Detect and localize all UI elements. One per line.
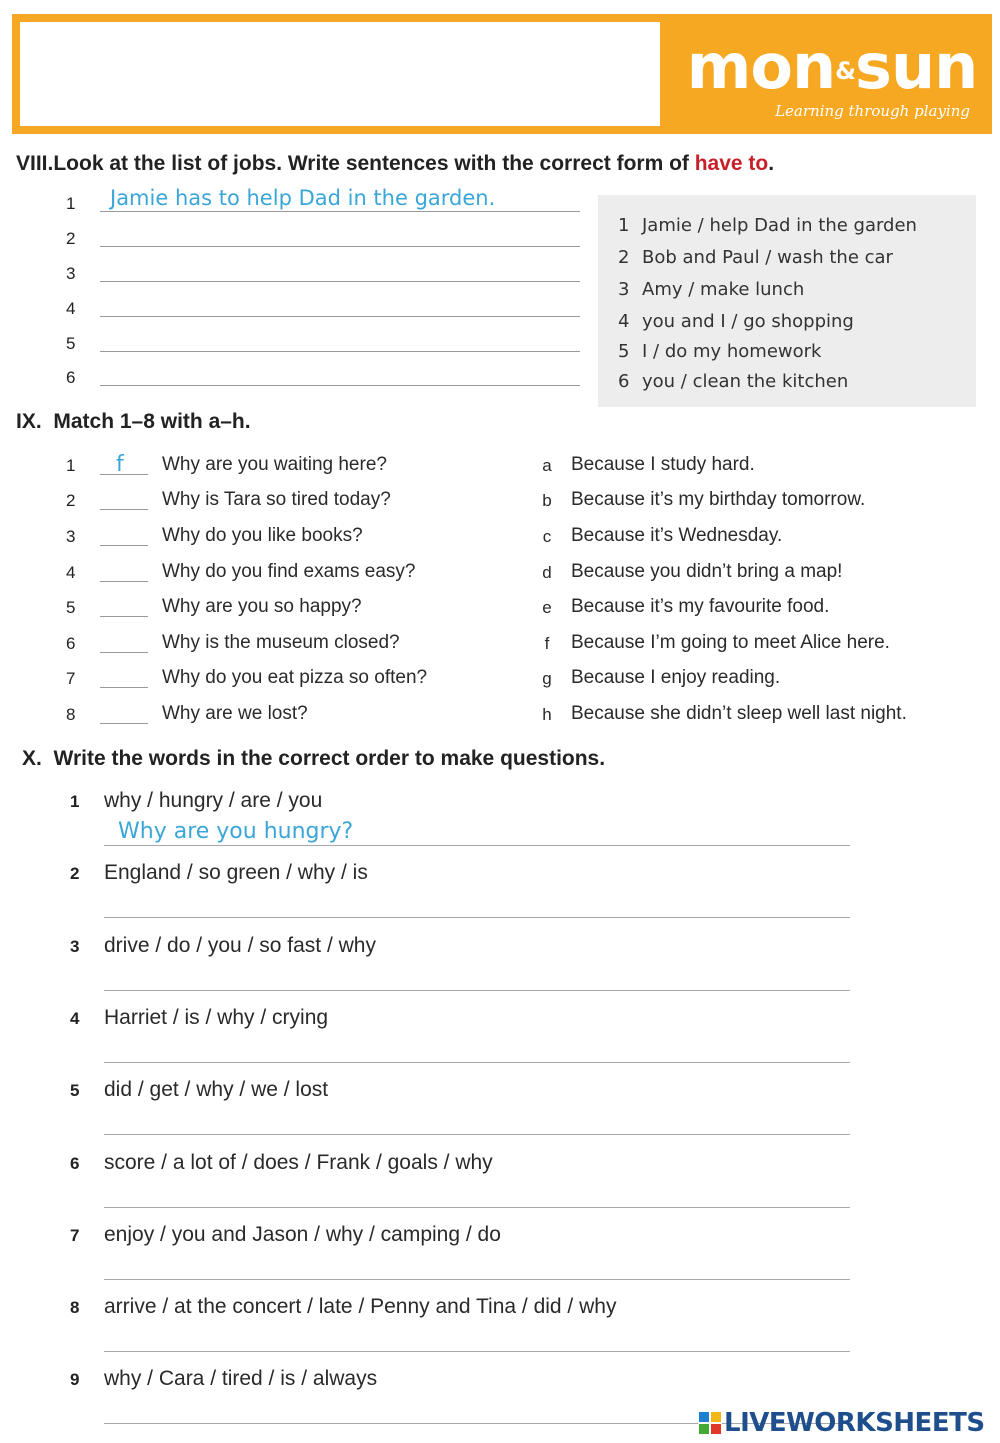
scrambled-words: why / Cara / tired / is / always bbox=[104, 1367, 378, 1390]
match-number: 2 bbox=[66, 491, 76, 510]
job-number: 6 bbox=[618, 371, 630, 392]
liveworksheets-brand: LIVEWORKSHEETS bbox=[698, 1408, 985, 1438]
sentence-answer[interactable]: Jamie has to help Dad in the garden. bbox=[110, 186, 496, 210]
match-question: Why are we lost? bbox=[162, 703, 308, 724]
section-10-title: X. Write the words in the correct order to make questions. bbox=[22, 747, 606, 770]
title-area bbox=[20, 22, 660, 126]
option-letter: e bbox=[542, 598, 552, 617]
question-answer[interactable]: Why are you hungry? bbox=[118, 819, 354, 844]
scrambled-words: did / get / why / we / lost bbox=[104, 1078, 329, 1101]
logo-wordmark: mon&sun bbox=[686, 30, 978, 103]
scrambled-words: score / a lot of / does / Frank / goals / why bbox=[104, 1151, 493, 1174]
question-number: 8 bbox=[70, 1298, 80, 1317]
match-answer-blank[interactable] bbox=[100, 474, 148, 475]
sentence-answer-line[interactable] bbox=[100, 351, 580, 352]
match-question: Why is the museum closed? bbox=[162, 632, 400, 653]
scrambled-words: enjoy / you and Jason / why / camping / do bbox=[104, 1223, 501, 1246]
sentence-answer-line[interactable] bbox=[100, 281, 580, 282]
question-answer-line[interactable] bbox=[104, 1207, 850, 1208]
job-item bbox=[618, 311, 854, 332]
match-number: 6 bbox=[66, 634, 76, 653]
job-item bbox=[618, 215, 917, 236]
job-item bbox=[618, 371, 848, 392]
match-question: Why do you like books? bbox=[162, 525, 363, 546]
match-answer-blank[interactable] bbox=[100, 545, 148, 546]
scrambled-words: England / so green / why / is bbox=[104, 861, 368, 884]
question-answer-line[interactable] bbox=[104, 1279, 850, 1280]
job-item bbox=[618, 341, 821, 362]
option-letter: c bbox=[542, 527, 552, 546]
question-number: 2 bbox=[70, 864, 80, 883]
job-text: Jamie / help Dad in the garden bbox=[642, 215, 917, 236]
match-answer[interactable]: f bbox=[116, 452, 124, 477]
sentence-number: 1 bbox=[66, 194, 76, 213]
scrambled-words: drive / do / you / so fast / why bbox=[104, 934, 376, 957]
sentence-number: 6 bbox=[66, 368, 76, 387]
job-text: Amy / make lunch bbox=[642, 279, 805, 300]
match-question: Why are you so happy? bbox=[162, 596, 362, 617]
question-number: 4 bbox=[70, 1009, 80, 1028]
job-item bbox=[618, 279, 804, 300]
question-answer-line[interactable] bbox=[104, 1351, 850, 1352]
job-number: 3 bbox=[618, 279, 630, 300]
match-question: Why do you find exams easy? bbox=[162, 561, 416, 582]
option-letter: g bbox=[542, 669, 552, 688]
job-text: you / clean the kitchen bbox=[642, 371, 849, 392]
jobs-list-box bbox=[598, 195, 976, 407]
job-number: 2 bbox=[618, 247, 630, 268]
logo-tagline: Learning through playing bbox=[775, 102, 970, 120]
job-number: 4 bbox=[618, 311, 630, 332]
option-letter: h bbox=[542, 705, 552, 724]
match-number: 4 bbox=[66, 563, 76, 582]
question-answer-line[interactable] bbox=[104, 917, 850, 918]
option-text: Because she didn’t sleep well last night. bbox=[571, 703, 907, 724]
scrambled-words: arrive / at the concert / late / Penny and Tina / did / why bbox=[104, 1295, 617, 1318]
option-letter: a bbox=[542, 456, 552, 475]
job-item bbox=[618, 247, 893, 268]
match-answer-blank[interactable] bbox=[100, 509, 148, 510]
match-answer-blank[interactable] bbox=[100, 581, 148, 582]
match-number: 1 bbox=[66, 456, 76, 475]
job-text: Bob and Paul / wash the car bbox=[642, 247, 893, 268]
sentence-number: 2 bbox=[66, 229, 76, 248]
job-text: you and I / go shopping bbox=[642, 311, 854, 332]
sentence-answer-line[interactable] bbox=[100, 385, 580, 386]
match-number: 8 bbox=[66, 705, 76, 724]
option-text: Because it’s my favourite food. bbox=[571, 596, 830, 617]
option-text: Because I study hard. bbox=[571, 454, 755, 475]
match-number: 7 bbox=[66, 669, 76, 688]
option-letter: b bbox=[542, 491, 552, 510]
question-number: 3 bbox=[70, 937, 80, 956]
match-question: Why do you eat pizza so often? bbox=[162, 667, 428, 688]
sentence-answer-line[interactable] bbox=[100, 211, 580, 212]
mon-sun-logo bbox=[682, 28, 982, 126]
match-answer-blank[interactable] bbox=[100, 652, 148, 653]
question-answer-line[interactable] bbox=[104, 1062, 850, 1063]
match-question: Why is Tara so tired today? bbox=[162, 489, 391, 510]
match-answer-blank[interactable] bbox=[100, 723, 148, 724]
question-answer-line[interactable] bbox=[104, 845, 850, 846]
scrambled-words: why / hungry / are / you bbox=[104, 789, 323, 812]
sentence-number: 5 bbox=[66, 334, 76, 353]
option-letter: f bbox=[544, 634, 550, 653]
question-answer-line[interactable] bbox=[104, 1134, 850, 1135]
sentence-answer-line[interactable] bbox=[100, 246, 580, 247]
job-text: I / do my homework bbox=[642, 341, 822, 362]
header-banner bbox=[12, 14, 992, 134]
question-number: 5 bbox=[70, 1081, 80, 1100]
question-number: 7 bbox=[70, 1226, 80, 1245]
section-9-title: IX. Match 1–8 with a–h. bbox=[16, 410, 251, 433]
option-letter: d bbox=[542, 563, 552, 582]
option-text: Because you didn’t bring a map! bbox=[571, 561, 843, 582]
match-answer-blank[interactable] bbox=[100, 616, 148, 617]
scrambled-words: Harriet / is / why / crying bbox=[104, 1006, 329, 1029]
question-number: 6 bbox=[70, 1154, 80, 1173]
option-text: Because it’s my birthday tomorrow. bbox=[571, 489, 866, 510]
option-text: Because I’m going to meet Alice here. bbox=[571, 632, 890, 653]
question-answer-line[interactable] bbox=[104, 990, 850, 991]
match-answer-blank[interactable] bbox=[100, 687, 148, 688]
sentence-answer-line[interactable] bbox=[100, 316, 580, 317]
match-number: 5 bbox=[66, 598, 76, 617]
question-number: 9 bbox=[70, 1370, 80, 1389]
question-number: 1 bbox=[70, 792, 80, 811]
match-question: Why are you waiting here? bbox=[162, 454, 387, 475]
sentence-number: 3 bbox=[66, 264, 76, 283]
option-text: Because I enjoy reading. bbox=[571, 667, 781, 688]
section-8-title: VIII.Look at the list of jobs. Write sentences with the correct form of have to. bbox=[16, 152, 775, 175]
option-text: Because it’s Wednesday. bbox=[571, 525, 783, 546]
sentence-number: 4 bbox=[66, 299, 76, 318]
job-number: 1 bbox=[618, 215, 630, 236]
liveworksheets-logo-icon bbox=[698, 1411, 722, 1435]
job-number: 5 bbox=[618, 341, 630, 362]
match-number: 3 bbox=[66, 527, 76, 546]
